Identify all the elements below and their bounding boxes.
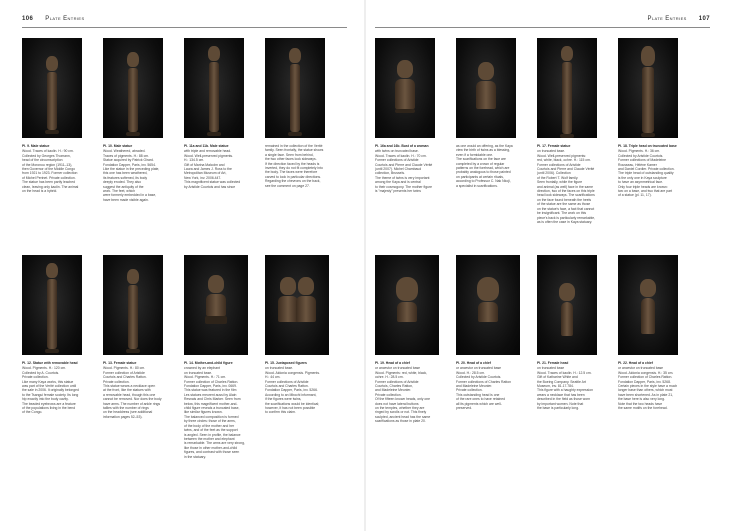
plate-photo	[618, 255, 678, 355]
plate-label: Pl. 18. Triple head on truncated base	[618, 144, 677, 148]
plate-caption	[265, 144, 343, 188]
plate-photo	[618, 38, 678, 138]
plate-label: Pl. 17. Female statue	[537, 144, 571, 148]
plate-label: Pl. 16a and 16b. Bust of a woman	[375, 144, 429, 148]
plate-photo	[103, 255, 163, 355]
plate-text: Wood. Pigments. H.: 80 cm. Former collection of Aristide Courtois and Charles Ratton. Private collection. This statue wears a necklace open at the front, like the statues with a removable head, though this one cannot be removed. Nor does the body have arms. The number of ankle rings tallies with the number of rings on the headdress (see additional information pages 52–53).	[103, 366, 162, 419]
plate-text: or ancestor on truncated base Wood. Aidonia congensis. H.: 35 cm. Former collection of Charles Ratton. Fondation Dapper, Paris, inv. 5268. Certain pieces in the style have a much longer base than others, which must have been shortened. As in plate 21, the base here is also very long. Note that the two heads have the same motifs on the forehead.	[618, 366, 678, 411]
plate-photo	[456, 255, 520, 355]
plate-label: Pl. 13. Female statue	[103, 361, 137, 365]
plate-text: on truncated base. Wood. Well-preserved pigments: red, white, black, ochre. H.: 115 cm. Former collections of Aristide Courtois and Pierre and Claude Vérité (until 2006). Collection of the Robert T. Wolf family. Seen frontally, while the figure and animal (as well) face in the same direction, two of the faces on this triple head look sideways. The scarifications on the face found beneath the heels of the statue are the same as those on the statue's face, a fact that cannot be insignificant. The work on this piece's back is particularly remarkable, as is often the case in Kaya statuary.	[537, 149, 596, 224]
plate-caption	[103, 361, 181, 419]
plate-caption	[456, 361, 534, 410]
plate-photo	[456, 38, 516, 138]
plate-label: Pl. 11a and 11b. Male statue	[184, 144, 229, 148]
plate-caption	[265, 361, 343, 415]
plate-entry	[456, 38, 534, 188]
plate-entry	[184, 38, 262, 189]
plate-text: with twins on truncated base. Wood. Traces of kaolin. H.: 70 cm. Former collections of Aristide Courtois and Pierre and Claude Vérité (until 2007). Michel Chambaud collection, Brussels. The theme of twins is very important among the Kaya and is central to their cosmogony. The mother figure is "majesty" presents her twins	[375, 149, 433, 194]
plate-caption	[375, 361, 453, 424]
page-header	[22, 16, 85, 22]
header-rule	[22, 27, 347, 28]
plate-entry	[456, 255, 534, 410]
plate-text: remained in the collection of the Verité family. Seen frontally, the statue shows a single face. Seen from behind, the two other faces look sideways. If the direction faced by the heads is inverted, they do not fit completely into the body. The faces were therefore carved to look in particular directions. Regarding the chevrons on the back, see the comment on page 27.	[265, 144, 324, 188]
plate-photo	[184, 38, 244, 138]
plate-label: Pl. 22. Head of a chief	[618, 361, 653, 365]
plate-caption	[184, 144, 262, 189]
plate-entry	[618, 38, 696, 198]
plate-photo	[184, 255, 248, 355]
plate-photo	[537, 255, 597, 355]
plate-caption	[103, 144, 181, 202]
plate-text: Wood. Pigments. H.: 36 cm. Collected by Aristide Courtois. Former collections of Madeleine Rousseau, Hélène Kamer and Daniel Cordier. Private collection. The triple head of outstanding quality is the only one in Kaya sculpture to have an asymmetrical face. Only four triple heads are known: two on a base, and two that are part of a statue (pl. 11, 17).	[618, 149, 675, 198]
plate-photo	[22, 38, 82, 138]
plate-text: Wood. Traces of kaolin. H.: 90 cm. Collected by Georges Thomann, head of the circumscription of the Moronou region (1911–13), then Governor of the Middle Congo from 1921 to 1923. Former collection of Michel Perinet. Private collection. The statue has been partly leached clean, leaving only kaolin. The animal on the head is a hybrid.	[22, 149, 79, 194]
plate-entry	[537, 255, 615, 410]
plate-photo	[22, 255, 82, 355]
plate-entry	[265, 38, 343, 188]
plate-caption	[456, 144, 534, 188]
plate-caption	[618, 361, 696, 410]
plate-text: or ancestor on truncated base Wood. Pigments: red, white, black, ochre. H.: 28.5 cm. Former collections of Aristide Courtois, Charles Ratton, and Madeleine Meunier. Private collection. Of the fifteen known heads, only one does not have lateral buttons on the temples, whether they are ringed by scrolls or not. This finely sculpted, ancient head has the same scarifications as those in plate 20.	[375, 366, 431, 424]
plate-entry	[375, 38, 453, 193]
plate-entry	[22, 38, 100, 193]
page-number: 106	[22, 16, 34, 22]
plate-entry	[537, 38, 615, 224]
plate-entry	[103, 255, 181, 419]
plate-caption	[22, 144, 100, 193]
plate-label: Pl. 12. Statue with removable head	[22, 361, 78, 365]
plate-label: Pl. 14. Mother-and-child figure	[184, 361, 233, 365]
header-rule	[375, 27, 710, 28]
plate-caption	[22, 361, 100, 415]
plate-text: on truncated base Wood. Traces of kaolin. H.: 12.5 cm. Gift of Katharine White and the Boeing Company. Seattle Art Museum, inv. 81.17.784. This figure with a haughty expression wears a necklace that has been described in the field as those worn by important women. Note that the base is particularly long.	[537, 366, 593, 411]
plate-entry	[184, 255, 262, 459]
plate-photo	[537, 38, 597, 138]
page-number: 107	[698, 16, 710, 22]
plate-caption	[537, 144, 615, 224]
plate-photo	[265, 38, 325, 138]
right-page	[365, 0, 730, 531]
plate-entry	[375, 255, 453, 424]
plate-text: Wood. Pigments. H.: 120 cm. Collected by A. Courtois. Private collection. Like many Kaya works, this statue was part of the Verité collection until the sale in 2006. It originally belonged to the Tsangui female society. Its long hip exactly into the body cavity. The beaded eyebrows are a feature of the populations living in the bend of the Congo.	[22, 366, 79, 415]
plate-caption	[375, 144, 453, 193]
plate-text: as one would an offering, as the Kaya view the birth of twins as a blessing, even if a formidable one. The scarifications on the face are completed by a crown of regular patterns on the forehead, which are probably analogous to those painted on participants at certain rituals, according to Professor C. Nak Nkoji, a specialist in scarifications.	[456, 144, 513, 188]
plate-photo	[375, 38, 435, 138]
plate-photo	[265, 255, 329, 355]
plate-caption	[618, 144, 696, 198]
plate-text: with triple and removable head. Wood. Well-preserved pigments. H.: 134.5 cm. Gift of Marina Malcolm and Laura and James J. Ross to the Metropolitan Museum of Art, New York, inv. 2006.447. This magnificent statue was collected by Aristide Courtois and has since	[184, 149, 241, 189]
plate-entry	[618, 255, 696, 410]
plate-label: Pl. 21. Female head	[537, 361, 569, 365]
plate-label: Pl. 19. Head of a chief	[375, 361, 410, 365]
plate-label: Pl. 10. Male statue	[103, 144, 133, 148]
plate-caption	[184, 361, 262, 459]
plate-photo	[103, 38, 163, 138]
plate-text: on truncated base. Wood. Aidonia congensis. Pigments. H.: 44 cm. Former collections of Aristide Courtois and Charles Ratton. Fondation Dapper, Paris, inv. 5266. According to an Mbochi informant, if the figures were twins, the scarifications would be identical; however, it has not been possible to confirm this claim.	[265, 366, 320, 415]
page-header	[647, 16, 710, 22]
running-head: Plate Entries	[45, 16, 85, 22]
plate-label: Pl. 9. Male statue	[22, 144, 50, 148]
plate-text: crowned by an elephant on truncated base. Wood. Pigments. H.: 71 cm. Former collection of Charles Ratton. Fondation Dapper, Paris, inv. 0669. This statue was featured in the film Les statues meurent aussi by Alain Resnais and Chris Marker. Seen from below, this magnificent mother-and- child figure reveals a truncated base, like similar figures known. The balanced composition is formed by three circles: those of the arms, of the body of the mother and her twins, and of the feet as the support is angled. Seen in profile, the balance between the mother and elephant is remarkable. The arms are very strong, like those in other mother-and-child figures, and contrast with those seen in the statuary.	[184, 366, 245, 459]
plate-entry	[265, 255, 343, 415]
plate-caption	[537, 361, 615, 410]
plate-text: Wood. Weathered, abraded. Traces of pigments. H.: 88 cm. Statue acquired by Patrick Girard. Fondation Dapper, Paris, inv. 5654. Like the statue in the preceding plate, this one has been weathered, its features softened, its body deeply eroded. They also suggest the antiquity of the work. The feet, which were formerly embedded in a base, have been made visible again.	[103, 149, 160, 202]
plate-entry	[103, 38, 181, 202]
plate-photo	[375, 255, 439, 355]
plate-entry	[22, 255, 100, 415]
plate-text: or ancestor on truncated base Wood. H.: 28.5 cm. Collected by Aristide Courtois. Former collections of Charles Ratton and Madeleine Meunier. Private collection. This outstanding head is one of the rare ones to have retained all its pigments which are well- preserved.	[456, 366, 512, 411]
plate-label: Pl. 15. Juxtaposed figures	[265, 361, 307, 365]
running-head: Plate Entries	[647, 16, 687, 22]
plate-label: Pl. 20. Head of a chief	[456, 361, 491, 365]
